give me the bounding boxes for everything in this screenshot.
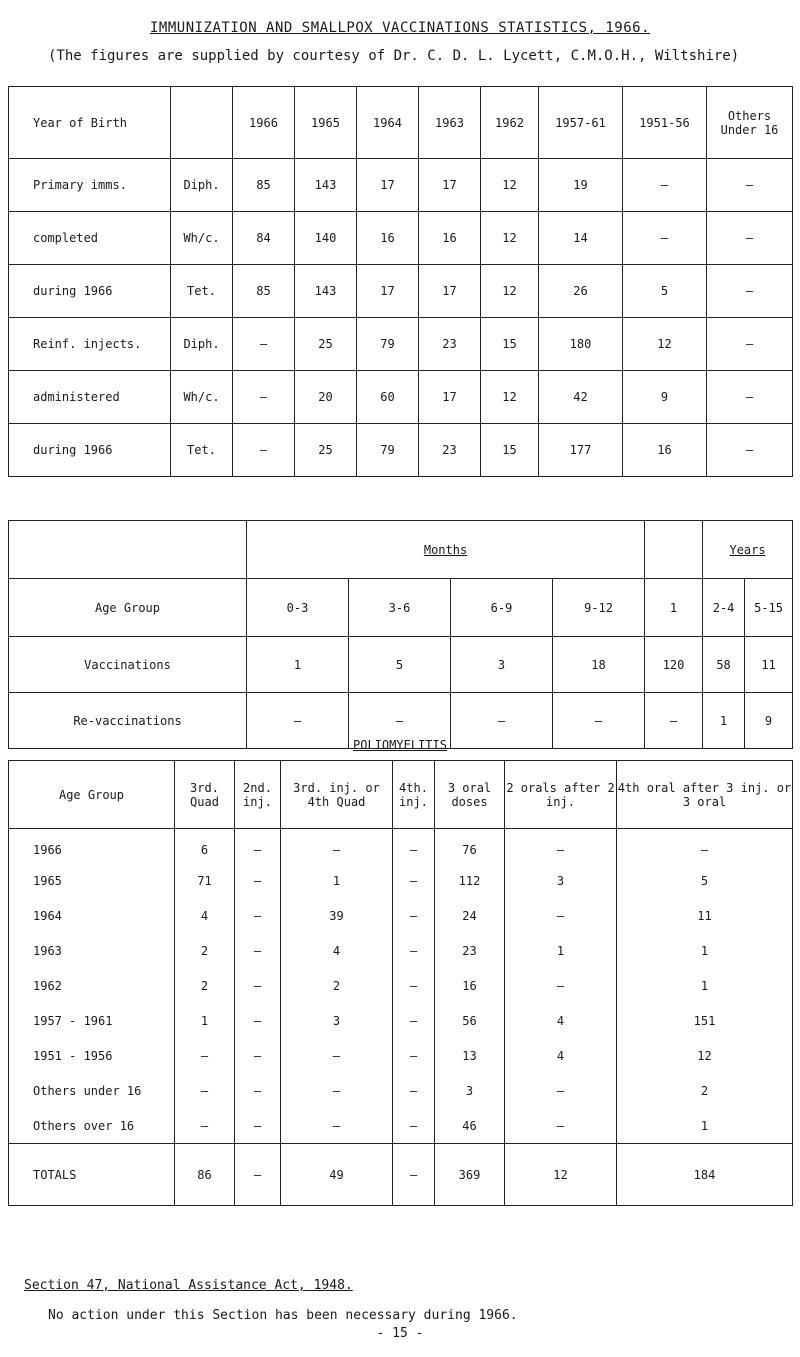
column-header: 1966 xyxy=(233,87,295,159)
table-cell: 9 xyxy=(623,371,707,424)
table-cell: – xyxy=(349,693,451,749)
table-cell: 140 xyxy=(295,212,357,265)
table-cell: – xyxy=(281,1109,393,1144)
table-cell: 12 xyxy=(505,1144,617,1206)
table-cell: – xyxy=(233,371,295,424)
group-months: Months xyxy=(247,521,645,579)
table-row xyxy=(9,899,793,934)
table-cell: – xyxy=(505,1074,617,1109)
column-header: 5-15 xyxy=(745,579,793,637)
table-cell: 3 xyxy=(435,1074,505,1109)
table-cell: 46 xyxy=(435,1109,505,1144)
table-cell: 12 xyxy=(481,371,539,424)
table-cell: – xyxy=(235,1039,281,1074)
table-cell: 15 xyxy=(481,424,539,477)
table-row xyxy=(9,969,793,1004)
table-cell: 4 xyxy=(505,1039,617,1074)
row-label: 1962 xyxy=(9,969,175,1004)
row-label: Others under 16 xyxy=(9,1074,175,1109)
row-label: Reinf. injects. xyxy=(9,318,171,371)
table-cell: 17 xyxy=(357,265,419,318)
table-cell: – xyxy=(623,159,707,212)
column-header: 4th oral after 3 inj. or 3 oral xyxy=(617,761,793,829)
row-label: Vaccinations xyxy=(9,637,247,693)
row-label: completed xyxy=(9,212,171,265)
table-cell: – xyxy=(553,693,645,749)
table-cell: 25 xyxy=(295,424,357,477)
table-cell: 1 xyxy=(703,693,745,749)
group-years: Years xyxy=(703,521,793,579)
row-label: 1966 xyxy=(9,829,175,864)
table-cell: 12 xyxy=(623,318,707,371)
table-cell: – xyxy=(393,1004,435,1039)
column-header: 9-12 xyxy=(553,579,645,637)
column-header: 3-6 xyxy=(349,579,451,637)
table-row xyxy=(9,1039,793,1074)
table-cell: 1 xyxy=(505,934,617,969)
table-cell: 84 xyxy=(233,212,295,265)
table-cell: 16 xyxy=(419,212,481,265)
table-cell: 5 xyxy=(623,265,707,318)
table-cell: 2 xyxy=(175,969,235,1004)
table-cell: – xyxy=(707,265,793,318)
table-cell: 58 xyxy=(703,637,745,693)
table-row xyxy=(9,1004,793,1039)
table-cell: 12 xyxy=(481,212,539,265)
page-title: IMMUNIZATION AND SMALLPOX VACCINATIONS STATISTICS, 1966. xyxy=(149,20,650,36)
table-cell: – xyxy=(235,1004,281,1039)
table-cell: – xyxy=(247,693,349,749)
table-cell: Tet. xyxy=(171,265,233,318)
table-cell: 13 xyxy=(435,1039,505,1074)
table-cell: – xyxy=(505,899,617,934)
table-cell: 4 xyxy=(175,899,235,934)
table-cell: 11 xyxy=(617,899,793,934)
table-cell: 1 xyxy=(281,864,393,899)
row-label: administered xyxy=(9,371,171,424)
column-header: 6-9 xyxy=(451,579,553,637)
row-label: 1963 xyxy=(9,934,175,969)
table-cell: 180 xyxy=(539,318,623,371)
table-cell: 12 xyxy=(481,265,539,318)
table-cell: 9 xyxy=(745,693,793,749)
column-header: 1963 xyxy=(419,87,481,159)
table-cell: 85 xyxy=(233,265,295,318)
table-cell: – xyxy=(707,424,793,477)
table-cell: – xyxy=(281,829,393,864)
table-cell: 2 xyxy=(617,1074,793,1109)
table-cell: – xyxy=(281,1074,393,1109)
table-cell: 1 xyxy=(247,637,349,693)
table-cell: 1 xyxy=(617,1109,793,1144)
polio-table xyxy=(8,760,793,1206)
column-header: 2-4 xyxy=(703,579,745,637)
table-cell: 15 xyxy=(481,318,539,371)
table-cell: – xyxy=(233,318,295,371)
row-label: Re-vaccinations xyxy=(9,693,247,749)
table-cell: – xyxy=(281,1039,393,1074)
table-header-row xyxy=(9,579,793,637)
table-cell: 1 xyxy=(617,934,793,969)
table-cell: – xyxy=(393,864,435,899)
table-cell: 85 xyxy=(233,159,295,212)
table-row xyxy=(9,637,793,693)
table-cell: – xyxy=(235,1144,281,1206)
table-header-row xyxy=(9,761,793,829)
table-row xyxy=(9,829,793,864)
section-note: No action under this Section has been necessary during 1966. xyxy=(48,1308,518,1323)
table-cell: – xyxy=(451,693,553,749)
page-number: - 15 - xyxy=(376,1326,424,1341)
column-header: 4th. inj. xyxy=(393,761,435,829)
table-cell: 2 xyxy=(281,969,393,1004)
table-cell: – xyxy=(233,424,295,477)
source-note: (The figures are supplied by courtesy of Dr. C. D. L. Lycett, C.M.O.H., Wiltshire) xyxy=(48,48,740,64)
table-cell: 151 xyxy=(617,1004,793,1039)
table-cell: – xyxy=(393,1144,435,1206)
table-cell: – xyxy=(393,934,435,969)
column-header: Age Group xyxy=(9,761,175,829)
table-cell: – xyxy=(505,829,617,864)
table-cell: – xyxy=(235,1074,281,1109)
table-cell: 17 xyxy=(419,159,481,212)
table-cell: – xyxy=(617,829,793,864)
table-cell: 39 xyxy=(281,899,393,934)
row-label: Others over 16 xyxy=(9,1109,175,1144)
table-cell: – xyxy=(393,899,435,934)
table-cell: 76 xyxy=(435,829,505,864)
table-cell: 12 xyxy=(481,159,539,212)
table-cell: – xyxy=(175,1109,235,1144)
column-header: 2 orals after 2 inj. xyxy=(505,761,617,829)
table-cell: 1 xyxy=(175,1004,235,1039)
table-cell: – xyxy=(235,864,281,899)
column-header: 0-3 xyxy=(247,579,349,637)
table-row xyxy=(9,318,793,371)
row-label: 1965 xyxy=(9,864,175,899)
table-cell: 42 xyxy=(539,371,623,424)
table-cell: 56 xyxy=(435,1004,505,1039)
table-cell: 3 xyxy=(451,637,553,693)
table-cell: – xyxy=(235,829,281,864)
table-cell: – xyxy=(393,969,435,1004)
table-cell: 5 xyxy=(617,864,793,899)
table-cell: 3 xyxy=(281,1004,393,1039)
table-cell: Tet. xyxy=(171,424,233,477)
table-cell: 11 xyxy=(745,637,793,693)
table-cell: 60 xyxy=(357,371,419,424)
table-cell: 79 xyxy=(357,318,419,371)
table-cell: 143 xyxy=(295,265,357,318)
table-row xyxy=(9,934,793,969)
table-cell: – xyxy=(707,318,793,371)
column-header: Age Group xyxy=(9,579,247,637)
table-cell: 2 xyxy=(175,934,235,969)
table-cell: 71 xyxy=(175,864,235,899)
table-cell: 12 xyxy=(617,1039,793,1074)
column-header: 1962 xyxy=(481,87,539,159)
table-row xyxy=(9,864,793,899)
table-cell: 3 xyxy=(505,864,617,899)
table-cell: – xyxy=(707,159,793,212)
column-header: 1951-56 xyxy=(623,87,707,159)
table-cell: 17 xyxy=(419,371,481,424)
table-cell: 6 xyxy=(175,829,235,864)
table-cell: 23 xyxy=(419,318,481,371)
table-row xyxy=(9,1074,793,1109)
table-row xyxy=(9,1109,793,1144)
row-label: during 1966 xyxy=(9,265,171,318)
table-cell: Wh/c. xyxy=(171,371,233,424)
table-cell: 184 xyxy=(617,1144,793,1206)
table-header-row xyxy=(9,87,793,159)
table-cell: – xyxy=(393,829,435,864)
table-cell: – xyxy=(235,969,281,1004)
table-cell: 23 xyxy=(419,424,481,477)
column-header: Others Under 16 xyxy=(707,87,793,159)
table-cell: 369 xyxy=(435,1144,505,1206)
table-cell: – xyxy=(235,934,281,969)
table-row xyxy=(9,212,793,265)
totals-row xyxy=(9,1144,793,1206)
table-cell: – xyxy=(235,1109,281,1144)
table-cell: 14 xyxy=(539,212,623,265)
table-cell: Diph. xyxy=(171,318,233,371)
table-cell: – xyxy=(393,1039,435,1074)
column-header xyxy=(171,87,233,159)
row-label: 1957 - 1961 xyxy=(9,1004,175,1039)
column-header: 3rd. inj. or 4th Quad xyxy=(281,761,393,829)
table-cell: 112 xyxy=(435,864,505,899)
row-label: during 1966 xyxy=(9,424,171,477)
table-cell: 1 xyxy=(617,969,793,1004)
column-header: 1965 xyxy=(295,87,357,159)
smallpox-table xyxy=(8,520,793,749)
table-cell: 19 xyxy=(539,159,623,212)
table-cell: 120 xyxy=(645,637,703,693)
column-header: 1964 xyxy=(357,87,419,159)
table-cell: – xyxy=(235,899,281,934)
table-cell: 177 xyxy=(539,424,623,477)
table-cell: 17 xyxy=(419,265,481,318)
table-cell: – xyxy=(393,1074,435,1109)
table-cell: 23 xyxy=(435,934,505,969)
column-header: 3rd. Quad xyxy=(175,761,235,829)
row-label: 1951 - 1956 xyxy=(9,1039,175,1074)
section-heading: Section 47, National Assistance Act, 1948. xyxy=(24,1278,353,1293)
table-cell: 16 xyxy=(623,424,707,477)
table-cell: 17 xyxy=(357,159,419,212)
immunization-table xyxy=(8,86,793,477)
table-row xyxy=(9,371,793,424)
table-cell: 4 xyxy=(505,1004,617,1039)
table-cell: 79 xyxy=(357,424,419,477)
table-cell: 18 xyxy=(553,637,645,693)
column-header: 3 oral doses xyxy=(435,761,505,829)
table-cell: 16 xyxy=(357,212,419,265)
table-cell: – xyxy=(505,969,617,1004)
table-cell: 20 xyxy=(295,371,357,424)
table-cell: – xyxy=(707,371,793,424)
table-cell: 5 xyxy=(349,637,451,693)
table-cell: 16 xyxy=(435,969,505,1004)
polio-title: POLIOMYELITIS xyxy=(353,738,447,752)
column-header: 2nd. inj. xyxy=(235,761,281,829)
row-label: TOTALS xyxy=(9,1144,175,1206)
column-header: 1 xyxy=(645,579,703,637)
row-label: 1964 xyxy=(9,899,175,934)
table-cell: 143 xyxy=(295,159,357,212)
table-row xyxy=(9,265,793,318)
column-header: 1957-61 xyxy=(539,87,623,159)
table-cell: – xyxy=(175,1039,235,1074)
table-cell: 24 xyxy=(435,899,505,934)
column-header: Year of Birth xyxy=(9,87,171,159)
table-cell: 49 xyxy=(281,1144,393,1206)
table-row xyxy=(9,424,793,477)
table-cell: 4 xyxy=(281,934,393,969)
table-cell: Wh/c. xyxy=(171,212,233,265)
smallpox-group-row xyxy=(9,521,793,579)
row-label: Primary imms. xyxy=(9,159,171,212)
table-cell: – xyxy=(175,1074,235,1109)
table-cell: – xyxy=(707,212,793,265)
table-cell: – xyxy=(645,693,703,749)
table-cell: Diph. xyxy=(171,159,233,212)
table-row xyxy=(9,159,793,212)
table-cell: – xyxy=(393,1109,435,1144)
table-cell: – xyxy=(623,212,707,265)
table-cell: 26 xyxy=(539,265,623,318)
table-cell: 25 xyxy=(295,318,357,371)
table-cell: 86 xyxy=(175,1144,235,1206)
table-cell: – xyxy=(505,1109,617,1144)
